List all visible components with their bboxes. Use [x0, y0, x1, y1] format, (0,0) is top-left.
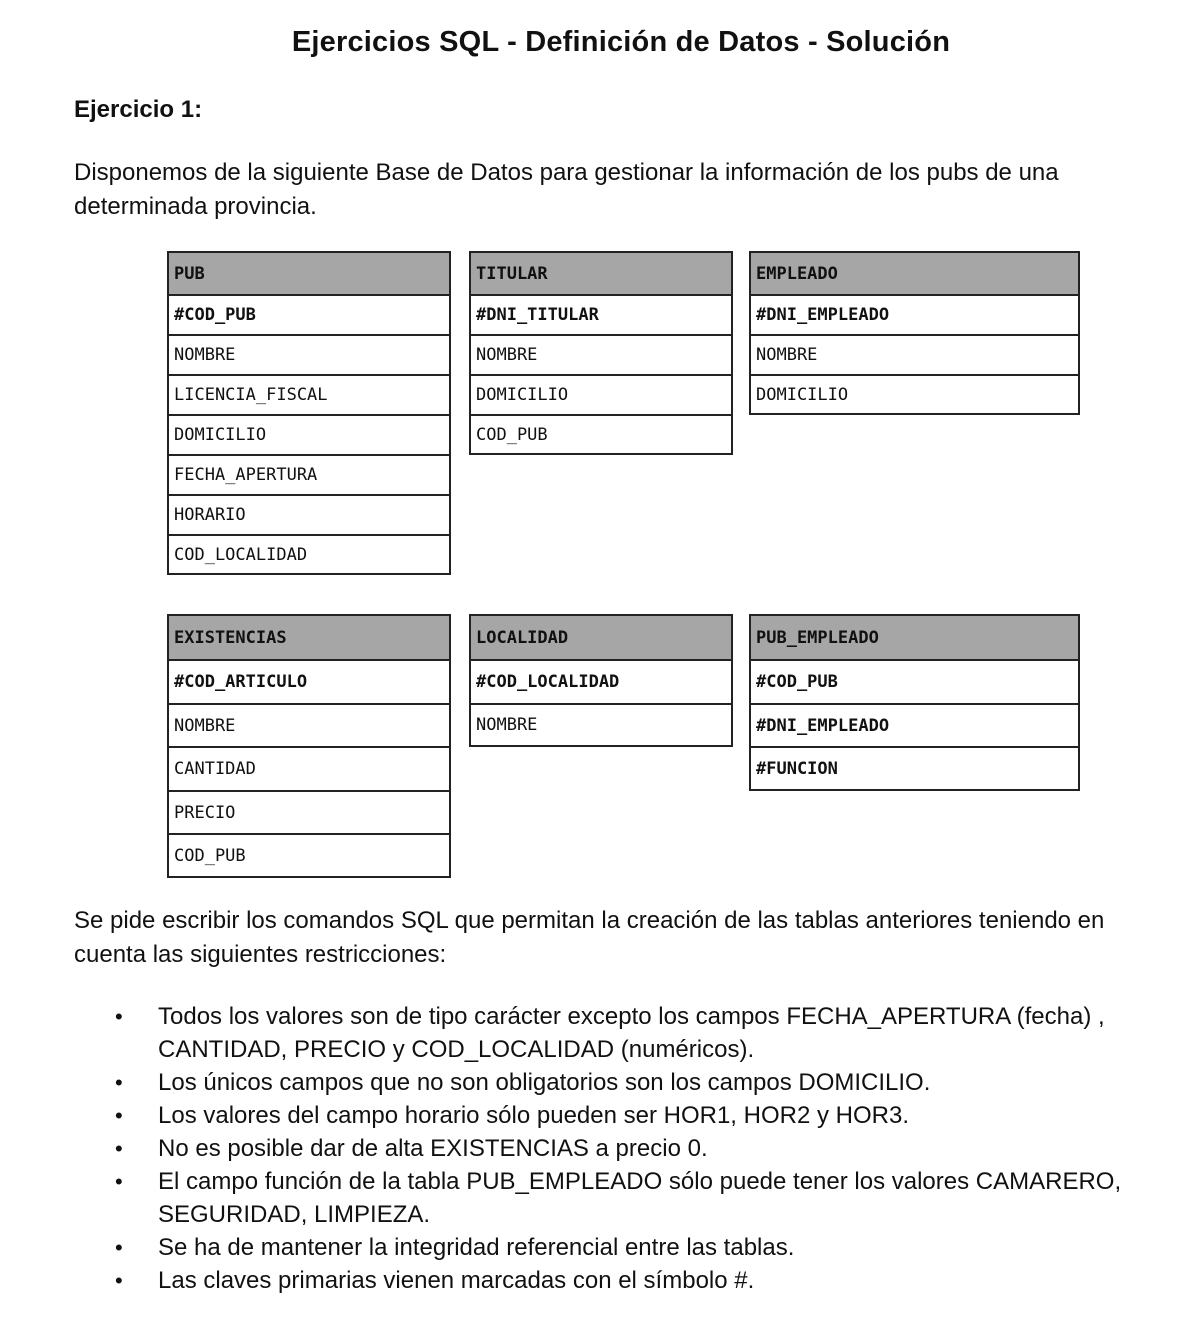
- bullet-icon: •: [115, 1235, 123, 1260]
- restrictions-list: [110, 1000, 1150, 1297]
- field-primary-key: #DNI_TITULAR: [471, 294, 731, 334]
- list-item: • Las claves primarias vienen marcadas con el símbolo #.: [110, 1264, 1150, 1297]
- field: DOMICILIO: [471, 374, 731, 414]
- table-pub-empleado: [749, 614, 1080, 791]
- exercise-heading: Ejercicio 1:: [74, 96, 203, 123]
- table-header: LOCALIDAD: [471, 616, 731, 659]
- bullet-icon: •: [115, 1004, 123, 1029]
- field-primary-key: #DNI_EMPLEADO: [751, 294, 1078, 334]
- bullet-icon: •: [115, 1103, 123, 1128]
- table-pub: [167, 251, 451, 575]
- field: CANTIDAD: [169, 746, 449, 790]
- field: PRECIO: [169, 790, 449, 833]
- table-header: PUB: [169, 253, 449, 294]
- field: NOMBRE: [169, 703, 449, 746]
- field-primary-key: #COD_PUB: [169, 294, 449, 334]
- field: DOMICILIO: [751, 374, 1078, 413]
- list-item: • Todos los valores son de tipo carácter excepto los campos FECHA_APERTURA (fecha) , CANTIDAD, PRECIO y COD_LOCALIDAD (numéricos).: [110, 1000, 1150, 1066]
- list-item: • Los valores del campo horario sólo pueden ser HOR1, HOR2 y HOR3.: [110, 1099, 1150, 1132]
- table-localidad: [469, 614, 733, 747]
- list-item: • El campo función de la tabla PUB_EMPLEADO sólo puede tener los valores CAMARERO, SEGURIDAD, LIMPIEZA.: [110, 1165, 1150, 1231]
- table-header: EXISTENCIAS: [169, 616, 449, 659]
- field: COD_PUB: [169, 833, 449, 876]
- field-primary-key: #COD_LOCALIDAD: [471, 659, 731, 703]
- table-empleado: [749, 251, 1080, 415]
- bullet-icon: •: [115, 1268, 123, 1293]
- list-item: • Los únicos campos que no son obligatorios son los campos DOMICILIO.: [110, 1066, 1150, 1099]
- field: LICENCIA_FISCAL: [169, 374, 449, 414]
- list-item: • Se ha de mantener la integridad referencial entre las tablas.: [110, 1231, 1150, 1264]
- table-titular: [469, 251, 733, 455]
- field: DOMICILIO: [169, 414, 449, 454]
- field-primary-key: #DNI_EMPLEADO: [751, 703, 1078, 746]
- bullet-icon: •: [115, 1070, 123, 1095]
- field: FECHA_APERTURA: [169, 454, 449, 494]
- document-title: Ejercicios SQL - Definición de Datos - Solución: [291, 26, 951, 58]
- list-item: • No es posible dar de alta EXISTENCIAS a precio 0.: [110, 1132, 1150, 1165]
- table-header: PUB_EMPLEADO: [751, 616, 1078, 659]
- field: NOMBRE: [471, 703, 731, 745]
- table-header: EMPLEADO: [751, 253, 1078, 294]
- table-header: TITULAR: [471, 253, 731, 294]
- field: NOMBRE: [169, 334, 449, 374]
- field: NOMBRE: [751, 334, 1078, 374]
- field: COD_PUB: [471, 414, 731, 453]
- table-existencias: [167, 614, 451, 878]
- field-primary-key: #FUNCION: [751, 746, 1078, 789]
- intro-paragraph: Disponemos de la siguiente Base de Datos para gestionar la información de los pubs de una determinada provincia.: [74, 159, 1059, 220]
- task-paragraph: Se pide escribir los comandos SQL que permitan la creación de las tablas anteriores teniendo en cuenta las siguientes restricciones:: [74, 907, 1105, 968]
- field: NOMBRE: [471, 334, 731, 374]
- bullet-icon: •: [115, 1136, 123, 1161]
- bullet-icon: •: [115, 1169, 123, 1194]
- field-primary-key: #COD_ARTICULO: [169, 659, 449, 703]
- field-primary-key: #COD_PUB: [751, 659, 1078, 703]
- field: HORARIO: [169, 494, 449, 534]
- field: COD_LOCALIDAD: [169, 534, 449, 573]
